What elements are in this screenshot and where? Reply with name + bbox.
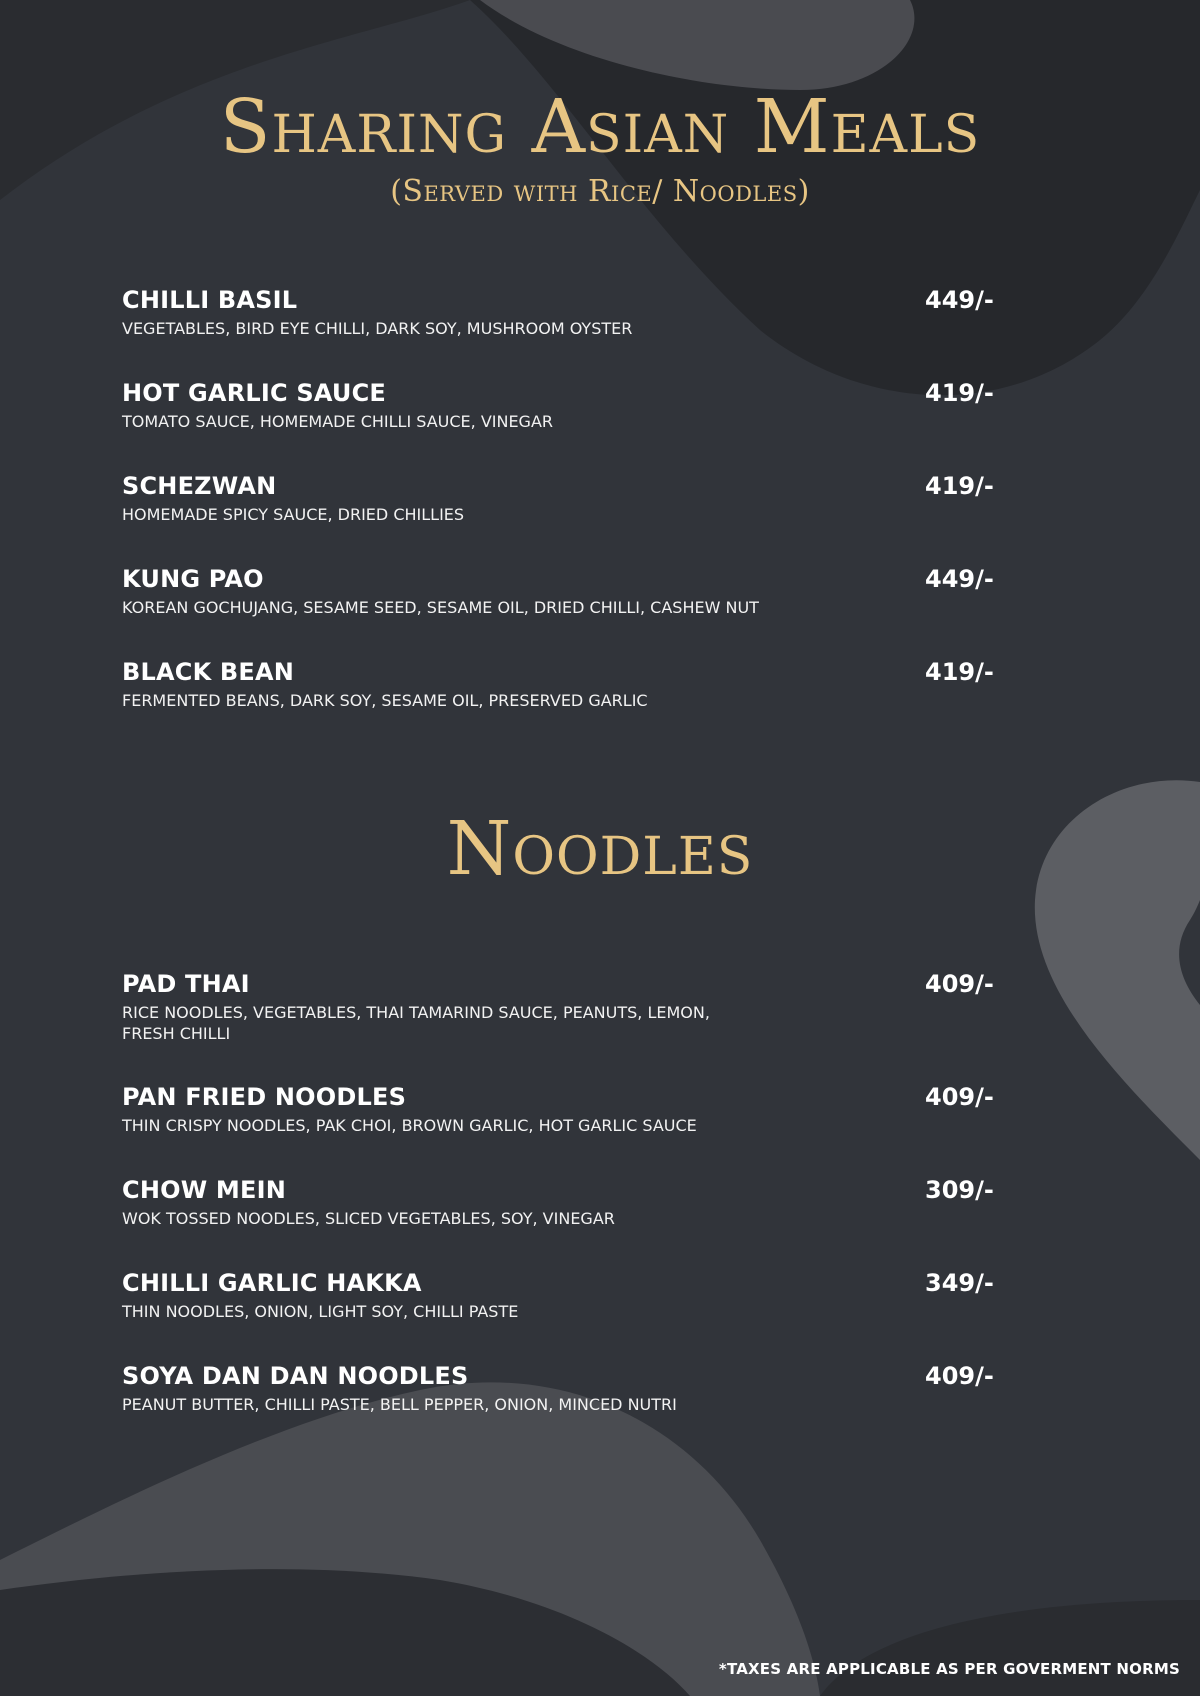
menu-item <box>122 1267 1002 1360</box>
menu-item <box>122 656 1002 749</box>
menu-item <box>122 1174 1002 1267</box>
item-description: HOMEMADE SPICY SAUCE, DRIED CHILLIES <box>122 505 465 524</box>
item-name: PAN FRIED NOODLES <box>122 1083 407 1111</box>
menu-list-sharing-meals <box>122 284 1002 749</box>
section-subtitle-served-with: (Served with Rice/ Noodles) <box>390 174 810 209</box>
item-description: FERMENTED BEANS, DARK SOY, SESAME OIL, PRESERVED GARLIC <box>122 691 648 710</box>
item-price: 409/- <box>925 1083 994 1111</box>
menu-item <box>122 470 1002 563</box>
item-description: WOK TOSSED NOODLES, SLICED VEGETABLES, SOY, VINEGAR <box>122 1209 615 1228</box>
menu-item <box>122 1360 1002 1453</box>
item-price: 409/- <box>925 970 994 998</box>
item-description: KOREAN GOCHUJANG, SESAME SEED, SESAME OIL, DRIED CHILLI, CASHEW NUT <box>122 598 759 617</box>
menu-item <box>122 377 1002 470</box>
item-name: BLACK BEAN <box>122 658 295 686</box>
item-price: 349/- <box>925 1269 994 1297</box>
item-price: 419/- <box>925 472 994 500</box>
item-description: THIN CRISPY NOODLES, PAK CHOI, BROWN GARLIC, HOT GARLIC SAUCE <box>122 1116 697 1135</box>
tax-footnote: *TAXES ARE APPLICABLE AS PER GOVERMENT NORMS <box>718 1660 1180 1678</box>
item-description: VEGETABLES, BIRD EYE CHILLI, DARK SOY, MUSHROOM OYSTER <box>122 319 633 338</box>
item-description: TOMATO SAUCE, HOMEMADE CHILLI SAUCE, VINEGAR <box>122 412 554 431</box>
menu-item <box>122 1081 1002 1174</box>
section-title-noodles: Noodles <box>446 806 754 892</box>
item-price: 419/- <box>925 658 994 686</box>
menu-list-noodles <box>122 968 1002 1453</box>
item-price: 419/- <box>925 379 994 407</box>
item-name: PAD THAI <box>122 970 250 998</box>
menu-item <box>122 968 1002 1081</box>
section-title-sharing-asian-meals: Sharing Asian Meals <box>219 84 981 170</box>
item-price: 449/- <box>925 286 994 314</box>
item-name: HOT GARLIC SAUCE <box>122 379 386 407</box>
item-name: CHOW MEIN <box>122 1176 287 1204</box>
item-description: THIN NOODLES, ONION, LIGHT SOY, CHILLI PASTE <box>122 1302 519 1321</box>
menu-item <box>122 563 1002 656</box>
item-name: CHILLI BASIL <box>122 286 298 314</box>
item-price: 449/- <box>925 565 994 593</box>
item-name: CHILLI GARLIC HAKKA <box>122 1269 422 1297</box>
menu-item <box>122 284 1002 377</box>
item-name: SOYA DAN DAN NOODLES <box>122 1362 469 1390</box>
item-price: 409/- <box>925 1362 994 1390</box>
item-description: PEANUT BUTTER, CHILLI PASTE, BELL PEPPER, ONION, MINCED NUTRI <box>122 1395 677 1414</box>
item-name: SCHEZWAN <box>122 472 277 500</box>
item-price: 309/- <box>925 1176 994 1204</box>
item-description: RICE NOODLES, VEGETABLES, THAI TAMARIND SAUCE, PEANUTS, LEMON, FRESH CHILLI <box>122 1003 710 1043</box>
item-name: KUNG PAO <box>122 565 264 593</box>
